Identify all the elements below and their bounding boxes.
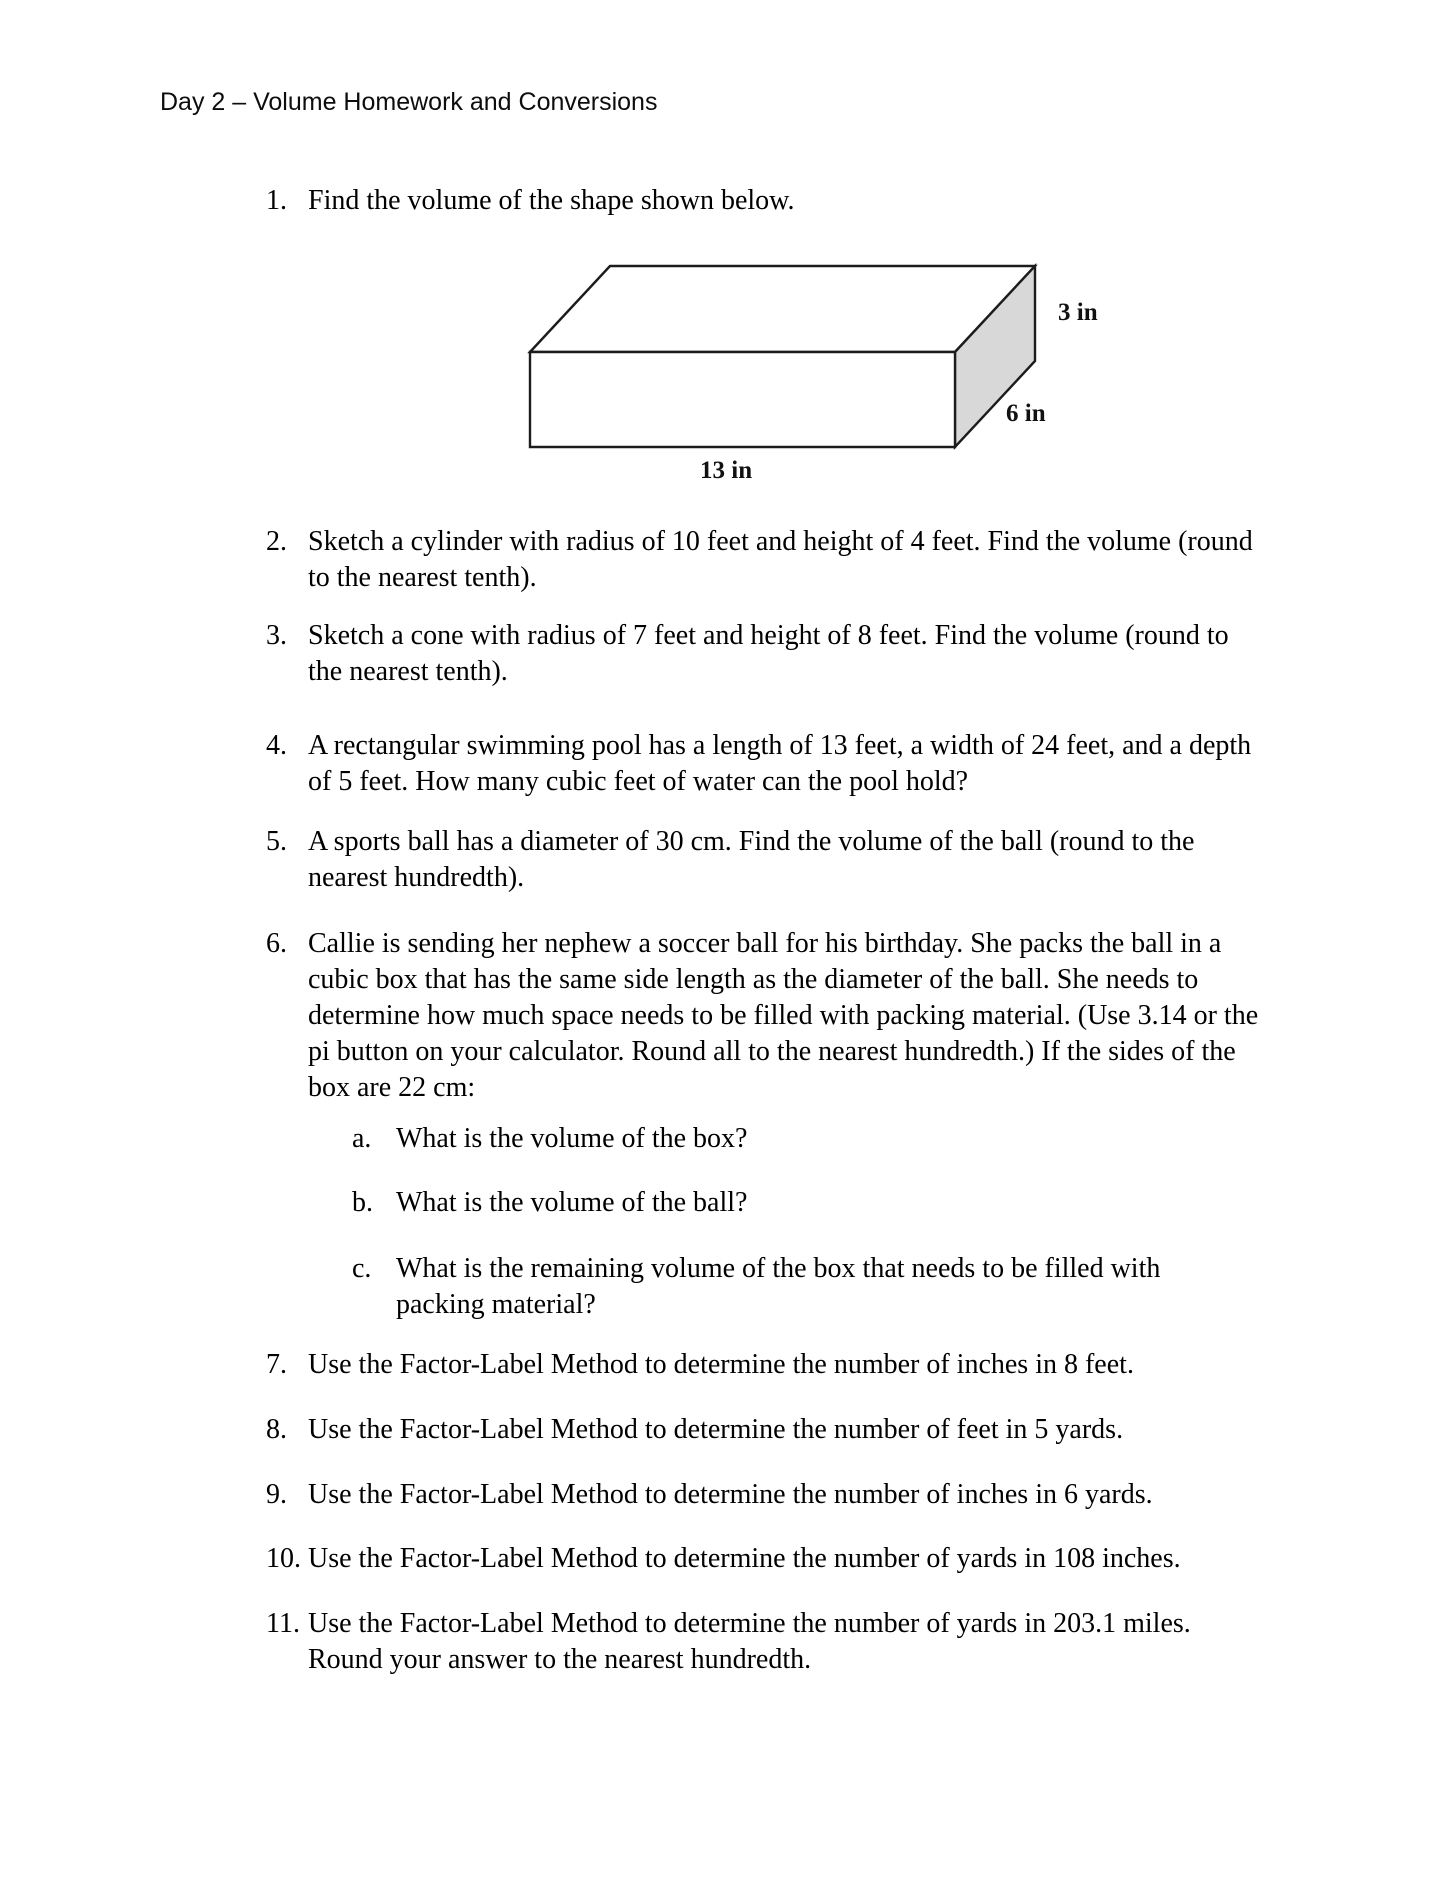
- question-10-text: Use the Factor-Label Method to determine the number of yards in 108 inches.: [308, 1543, 1181, 1574]
- question-3-text: Sketch a cone with radius of 7 feet and height of 8 feet. Find the volume (round to the nearest tenth).: [308, 620, 1229, 687]
- question-6b-number: b.: [352, 1187, 373, 1218]
- dim-label-height: 3 in: [1058, 299, 1098, 326]
- question-8-text: Use the Factor-Label Method to determine the number of feet in 5 yards.: [308, 1414, 1124, 1445]
- question-9: [266, 1477, 1268, 1513]
- question-3: [266, 618, 1268, 690]
- prism-top-face: [530, 266, 1035, 352]
- question-4-text: A rectangular swimming pool has a length of 13 feet, a width of 24 feet, and a depth of 5 feet. How many cubic feet of water can the pool hold?: [308, 730, 1252, 797]
- question-2-number: 2.: [266, 526, 287, 557]
- question-10: [266, 1541, 1268, 1577]
- question-6: [266, 926, 1268, 1106]
- question-2-text: Sketch a cylinder with radius of 10 feet and height of 4 feet. Find the volume (round to the nearest tenth).: [308, 526, 1253, 593]
- question-8: [266, 1412, 1268, 1448]
- question-8-number: 8.: [266, 1414, 287, 1445]
- question-4: [266, 728, 1268, 800]
- document-title: Day 2 – Volume Homework and Conversions: [160, 88, 658, 116]
- question-9-text: Use the Factor-Label Method to determine the number of inches in 6 yards.: [308, 1479, 1153, 1510]
- question-1-text: Find the volume of the shape shown below.: [308, 185, 795, 216]
- question-6a: [352, 1121, 1166, 1157]
- question-11: [266, 1606, 1268, 1678]
- question-6b-text: What is the volume of the ball?: [396, 1187, 748, 1218]
- prism-front-face: [530, 352, 955, 447]
- dim-label-depth: 6 in: [1006, 400, 1046, 427]
- question-5-number: 5.: [266, 826, 287, 857]
- question-7-text: Use the Factor-Label Method to determine the number of inches in 8 feet.: [308, 1349, 1134, 1380]
- question-9-number: 9.: [266, 1479, 287, 1510]
- prism-figure: [440, 230, 1180, 510]
- dim-label-width: 13 in: [700, 457, 753, 484]
- question-6a-number: a.: [352, 1123, 372, 1154]
- question-5: [266, 824, 1268, 896]
- question-6c-text: What is the remaining volume of the box that needs to be filled with packing material?: [396, 1253, 1161, 1320]
- question-6c: [352, 1251, 1166, 1323]
- question-6-text: Callie is sending her nephew a soccer ball for his birthday. She packs the ball in a cubic box that has the same side length as the diameter of the ball. She needs to determine how much space needs to be filled with packing material. (Use 3.14 or the pi button on your calculator. Round all to the nearest hundredth.) If the sides of the box are 22 cm:: [308, 928, 1259, 1103]
- question-6-number: 6.: [266, 928, 287, 959]
- question-2: [266, 524, 1268, 596]
- question-5-text: A sports ball has a diameter of 30 cm. Find the volume of the ball (round to the nearest hundredth).: [308, 826, 1195, 893]
- question-6c-number: c.: [352, 1253, 372, 1284]
- question-1-number: 1.: [266, 185, 287, 216]
- question-7: [266, 1347, 1268, 1383]
- question-11-number: 11.: [266, 1608, 300, 1639]
- question-3-number: 3.: [266, 620, 287, 651]
- question-10-number: 10.: [266, 1543, 301, 1574]
- question-7-number: 7.: [266, 1349, 287, 1380]
- question-11-text: Use the Factor-Label Method to determine the number of yards in 203.1 miles. Round your answer to the nearest hundredth.: [308, 1608, 1191, 1675]
- question-6a-text: What is the volume of the box?: [396, 1123, 748, 1154]
- question-4-number: 4.: [266, 730, 287, 761]
- question-1: [266, 183, 1268, 219]
- question-6b: [352, 1185, 1166, 1221]
